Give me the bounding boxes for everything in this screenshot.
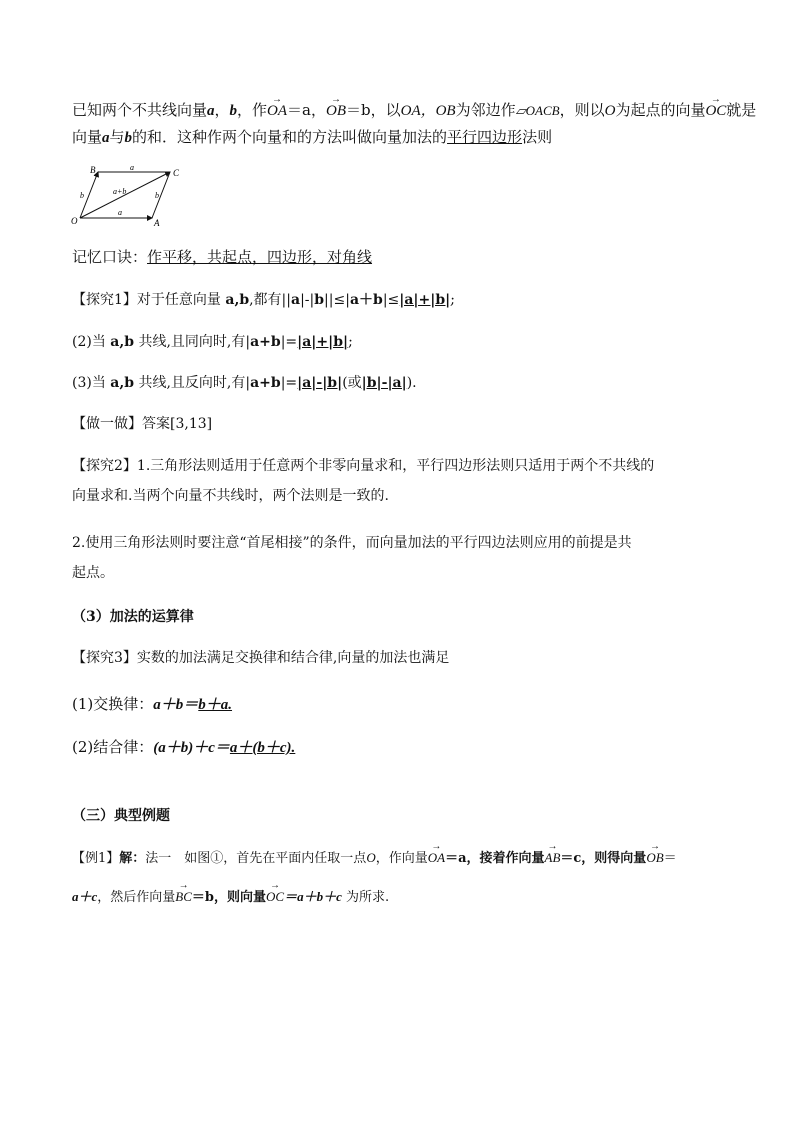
vector-expr: a＋c: [72, 889, 98, 904]
explore-tag: 【探究1】: [72, 292, 137, 308]
text: ;: [450, 292, 455, 308]
text: ，作: [237, 101, 268, 119]
text: ＝b，以: [346, 101, 401, 119]
text: 实数的加法满足交换律和结合律,向量的加法也满足: [136, 650, 450, 666]
text: (3)当: [72, 375, 111, 391]
label-top-a: a: [130, 163, 134, 172]
text: 法则: [522, 128, 553, 146]
answer: a＋(b＋c).: [229, 740, 296, 756]
vector-OB: → OB: [646, 848, 663, 868]
text: 与: [109, 128, 125, 146]
solution-label: 解：: [119, 851, 146, 866]
parallelogram-figure: [70, 162, 190, 228]
label-bottom-a: a: [118, 208, 122, 217]
explore2-line1: [72, 456, 654, 476]
vector-BC: → BC: [175, 887, 192, 907]
vector-expr: ＝a＋b＋c: [284, 889, 342, 904]
text: ||≤|: [324, 292, 350, 308]
intro-line-2: [72, 127, 552, 148]
text: 就是: [726, 101, 757, 119]
label-O: O: [71, 216, 78, 226]
label-diagonal: a+b: [113, 187, 127, 196]
section-title: （三）典型例题: [72, 808, 170, 824]
text: |=: [280, 334, 298, 350]
vector-a: a: [207, 103, 215, 119]
explore1-case3: [72, 373, 417, 393]
vector-sum: a+b: [250, 334, 281, 350]
text: 法一 如图①，首先在平面内任取一点: [145, 851, 367, 866]
sides: OA，OB: [400, 103, 456, 119]
law-label: (2)结合律：: [72, 738, 154, 756]
label-A: A: [154, 218, 160, 228]
explore2-point2-line2: [72, 563, 114, 583]
label-left-b: b: [80, 191, 84, 200]
vector-b: b: [314, 292, 325, 308]
answer: |a|+|b|: [297, 334, 349, 350]
vector-OC: → OC: [705, 101, 726, 121]
section-title: （3）加法的运算律: [72, 609, 194, 625]
vector-a: a: [102, 130, 110, 146]
vector-b: b: [124, 130, 133, 146]
example-tag: 【例1】: [72, 851, 120, 866]
mnemonic-label: 记忆口诀：: [72, 248, 148, 266]
text: ＝: [663, 851, 677, 866]
explore2-line2: [72, 486, 389, 506]
text: 向量: [72, 128, 103, 146]
text: ，则以: [559, 101, 605, 119]
try-answer: 答案[3,13]: [142, 416, 213, 432]
commutative-law: [72, 694, 232, 715]
text: ＝c，则得向量: [560, 851, 647, 866]
text: ;: [348, 334, 353, 350]
vectors-ab: a,b: [110, 375, 135, 391]
vector-OA: → OA: [428, 848, 445, 868]
text: 为邻边作: [455, 101, 516, 119]
text: 2.使用三角形法则时要注意“首尾相接”的条件，而向量加法的平行四边法则应用的前提是共: [72, 535, 632, 551]
text: ＝b，则向量: [191, 890, 267, 905]
vector-OB: → OB: [326, 101, 346, 121]
label-B: B: [90, 165, 96, 175]
vectors-ab: a,b: [110, 334, 135, 350]
example1-line2: [72, 887, 389, 908]
label-right-b: b: [155, 191, 159, 200]
law-label: (1)交换律：: [72, 695, 154, 713]
vector-sum: a+b: [250, 375, 281, 391]
vector-AB: → AB: [545, 848, 561, 868]
explore-tag: 【探究3】: [72, 650, 137, 666]
text: 的和．这种作两个向量和的方法叫做向量加法的: [132, 128, 448, 146]
explore1-case2: [72, 332, 353, 352]
vector-sum: a＋b: [349, 292, 383, 308]
associative-law: [72, 737, 295, 758]
vector-OC: → OC: [266, 887, 284, 907]
text: (2)当: [72, 334, 111, 350]
text: ，: [214, 101, 230, 119]
point-O: O: [366, 850, 376, 865]
law-lhs: a＋b＝: [153, 697, 199, 713]
text: 已知两个不共线向量: [72, 101, 208, 119]
text: |=: [280, 375, 298, 391]
text: 为起点的向量: [615, 101, 706, 119]
vectors-ab: a,b: [225, 292, 250, 308]
parallelogram-name: ▱OACB: [515, 103, 560, 118]
text: 起点。: [72, 565, 114, 581]
law-lhs: (a＋b)＋c＝: [153, 740, 230, 756]
point-O: O: [604, 103, 616, 119]
try-line: [72, 414, 212, 434]
explore2-point2-line1: [72, 533, 632, 553]
vector-OA: → OA: [267, 101, 287, 121]
answer-alt: |b|-|a|: [361, 375, 407, 391]
text: 共线,且同向时,有|: [134, 334, 251, 350]
text: ＝a，接着作向量: [445, 851, 545, 866]
text: 向量求和.当两个向量不共线时，两个法则是一致的.: [72, 488, 389, 504]
answer-parallelogram: 平行四边形: [447, 128, 523, 146]
text: ,都有||: [249, 292, 291, 308]
answer: |a|-|b|: [297, 375, 343, 391]
text: |≤: [382, 292, 400, 308]
try-tag: 【做一做】: [72, 416, 142, 432]
text: |-|: [300, 292, 315, 308]
explore3-line: [72, 648, 449, 668]
text: (或: [342, 375, 362, 391]
intro-line-1: [72, 100, 756, 121]
text: ).: [406, 375, 417, 391]
text: ，然后作向量: [97, 890, 176, 905]
vector-b: b: [229, 103, 238, 119]
explore-tag: 【探究2】: [72, 458, 137, 474]
label-C: C: [173, 168, 180, 178]
answer: |a|+|b|: [399, 292, 451, 308]
mnemonic-line: [72, 247, 372, 267]
answer: b＋a.: [198, 697, 233, 713]
vector-a: a: [291, 292, 301, 308]
text: 为所求.: [341, 890, 390, 905]
text: 对于任意向量: [136, 292, 226, 308]
text: 共线,且反向时,有|: [134, 375, 251, 391]
text: 1.三角形法则适用于任意两个非零向量求和，平行四边形法则只适用于两个不共线的: [136, 458, 655, 474]
text: ＝a，: [287, 101, 326, 119]
example1-line1: [72, 848, 677, 869]
text: ，作向量: [375, 851, 428, 866]
mnemonic-text: 作平移，共起点，四边形，对角线: [147, 248, 373, 266]
explore1-line: [72, 290, 455, 310]
